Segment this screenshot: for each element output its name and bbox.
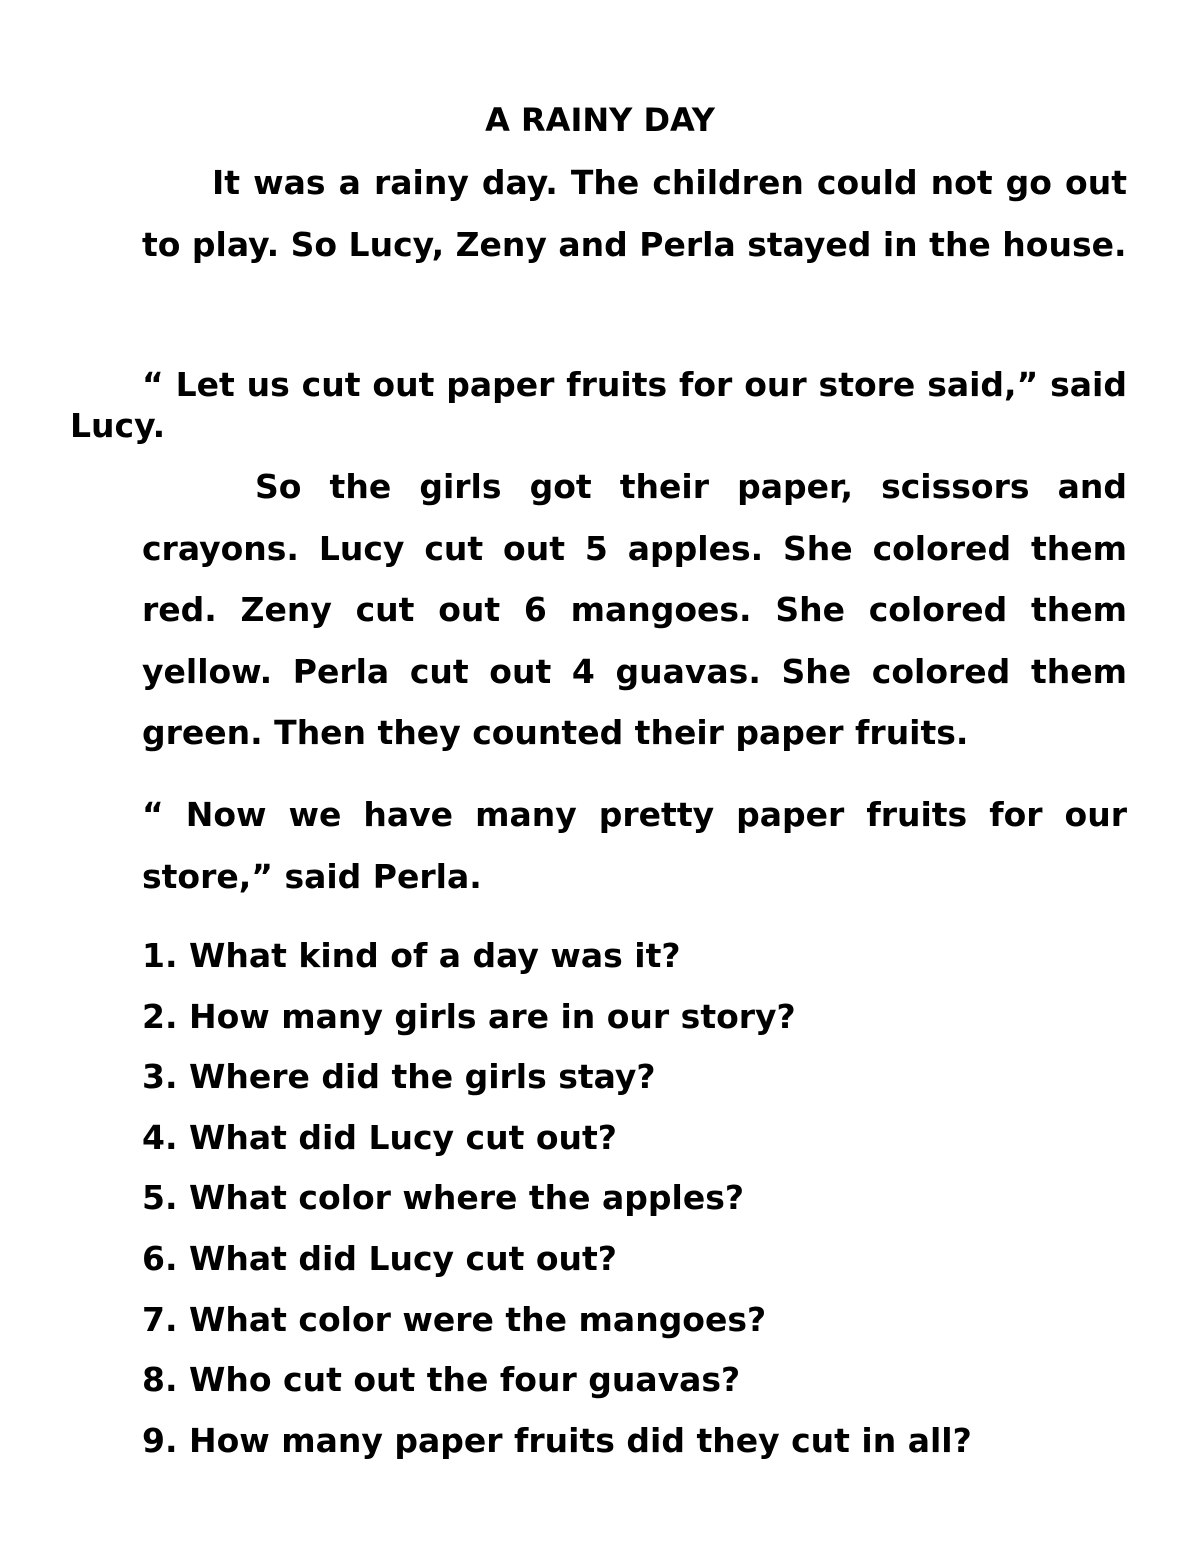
question-item: 5. What color where the apples?: [142, 1178, 745, 1218]
question-item: 2. How many girls are in our story?: [142, 996, 796, 1036]
document-title: A RAINY DAY: [485, 101, 715, 139]
question-item: 8. Who cut out the four guavas?: [142, 1360, 741, 1400]
story-paragraph-3: So the girls got their paper, scissors and crayons. Lucy cut out 5 apples. She colored them red. Zeny cut out 6 mangoes. She colored them yellow. Perla cut out 4 guavas. She colored them green. Then they counted their paper fruits.: [142, 467, 1127, 752]
question-item: 3. Where did the girls stay?: [142, 1057, 656, 1097]
question-list: [142, 926, 972, 1471]
story-paragraph-4: “ Now we have many pretty paper fruits for our store,” said Perla.: [142, 795, 1127, 896]
question-item: 9. How many paper fruits did they cut in all?: [142, 1420, 972, 1460]
question-item: 1. What kind of a day was it?: [142, 936, 681, 975]
question-item: 7. What color were the mangoes?: [142, 1299, 767, 1339]
story-paragraph-2: “ Let us cut out paper fruits for our store said,” said Lucy.: [70, 365, 1127, 445]
question-item: 4. What did Lucy cut out?: [142, 1117, 617, 1157]
question-item: 6. What did Lucy cut out?: [142, 1238, 617, 1278]
story-paragraph-1: It was a rainy day. The children could not go out to play. So Lucy, Zeny and Perla stayed in the house.: [142, 163, 1127, 264]
